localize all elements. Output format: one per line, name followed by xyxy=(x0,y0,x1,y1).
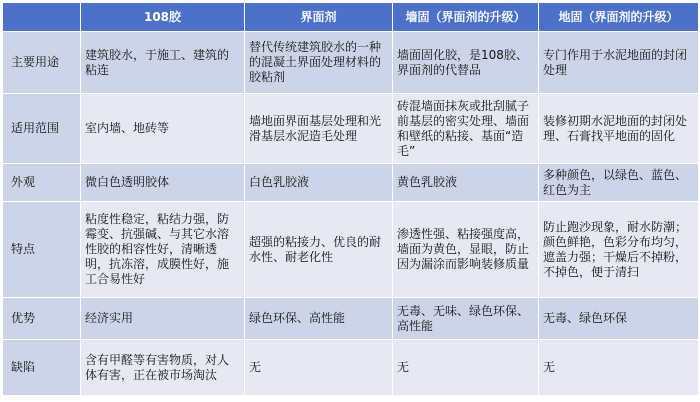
header-row xyxy=(3,3,699,32)
table-cell: 渗透性强、粘接强度高，墙面为黄色，显眼，防止因为漏涂而影响装修质量 xyxy=(393,202,539,298)
table-row-advantages xyxy=(3,298,699,340)
table-cell: 微白色透明胶体 xyxy=(81,164,245,202)
table-cell: 建筑胶水，于施工、建筑的粘连 xyxy=(81,32,245,94)
table-cell: 无 xyxy=(393,340,539,396)
table-cell: 墙地面界面基层处理和光滑基层水泥造毛处理 xyxy=(245,94,393,164)
row-label: 优势 xyxy=(3,298,81,340)
table-cell: 装修初期水泥地面的封闭处理、石膏找平地面的固化 xyxy=(539,94,699,164)
table-cell: 经济实用 xyxy=(81,298,245,340)
table-cell: 白色乳胶液 xyxy=(245,164,393,202)
header-floor-sealer: 地固（界面剂的升级） xyxy=(539,3,699,32)
table-cell: 墙面固化胶，是108胶、界面剂的代替品 xyxy=(393,32,539,94)
header-corner xyxy=(3,3,81,32)
table-cell: 室内墙、地砖等 xyxy=(81,94,245,164)
header-108-glue: 108胶 xyxy=(81,3,245,32)
table-cell: 专门作用于水泥地面的封闭处理 xyxy=(539,32,699,94)
table-cell: 黄色乳胶液 xyxy=(393,164,539,202)
row-label: 缺陷 xyxy=(3,340,81,396)
header-interface-agent: 界面剂 xyxy=(245,3,393,32)
row-label: 主要用途 xyxy=(3,32,81,94)
row-label: 适用范围 xyxy=(3,94,81,164)
row-label: 特点 xyxy=(3,202,81,298)
table-cell: 粘度性稳定，粘结力强，防霉变、抗强碱、与其它水溶性胶的相容性好，清晰透明，抗冻溶，成膜性好，施工合易性好 xyxy=(81,202,245,298)
table-row-main-use xyxy=(3,32,699,94)
comparison-table xyxy=(2,2,699,396)
table-row-appearance xyxy=(3,164,699,202)
table-cell: 绿色环保、高性能 xyxy=(245,298,393,340)
table-cell: 含有甲醛等有害物质，对人体有害，正在被市场淘汰 xyxy=(81,340,245,396)
table-cell: 多种颜色，以绿色、蓝色、红色为主 xyxy=(539,164,699,202)
table-cell: 防止跑沙现象，耐水防潮；颜色鲜艳，色彩分布均匀，遮盖力强；干燥后不掉粉，不掉色，便于清扫 xyxy=(539,202,699,298)
table-cell: 超强的粘接力、优良的耐水性、耐老化性 xyxy=(245,202,393,298)
table-cell: 无 xyxy=(245,340,393,396)
row-label: 外观 xyxy=(3,164,81,202)
table-row-scope xyxy=(3,94,699,164)
table-row-features xyxy=(3,202,699,298)
header-wall-sealer: 墙固（界面剂的升级） xyxy=(393,3,539,32)
table-cell: 砖混墙面抹灰或批刮腻子前基层的密实处理、墙面和壁纸的粘接、基面“造毛” xyxy=(393,94,539,164)
table-cell: 无 xyxy=(539,340,699,396)
table-row-defects xyxy=(3,340,699,396)
table-cell: 无毒、绿色环保 xyxy=(539,298,699,340)
table-cell: 无毒、无味、绿色环保、高性能 xyxy=(393,298,539,340)
table-cell: 替代传统建筑胶水的一种的混凝土界面处理材料的胶粘剂 xyxy=(245,32,393,94)
